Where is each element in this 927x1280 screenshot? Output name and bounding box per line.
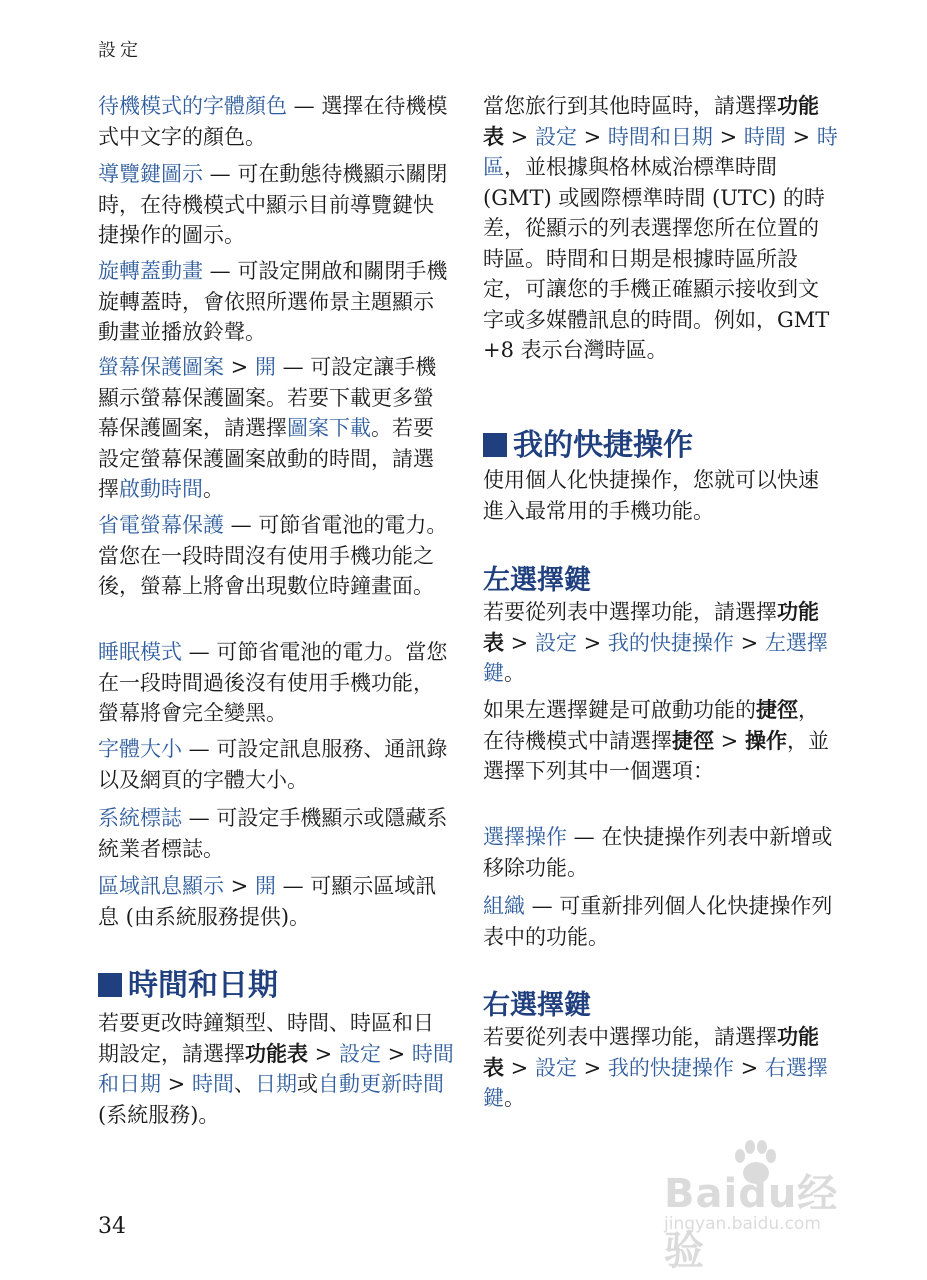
term-standby-font-color: 待機模式的字體顏色 <box>98 94 287 118</box>
heading-text: 我的快捷操作 <box>513 428 693 463</box>
term-settings: 設定 <box>338 1041 381 1066</box>
desc: — 可設定手機顯示或隱藏系統業者標誌。 <box>98 806 448 861</box>
term-left-soft-key: 左選擇鍵 <box>483 630 828 685</box>
term-menu: 功能表 <box>245 1040 308 1066</box>
term-time-and-date: 時間和日期 <box>607 124 713 149</box>
desc: ，在待機模式中請選擇 <box>483 698 819 753</box>
term-my-shortcuts: 我的快捷操作 <box>607 630 734 655</box>
term-font-size: 字體大小 <box>98 737 182 761</box>
paragraph-standby-font-color <box>98 91 454 152</box>
baidu-watermark <box>664 1140 874 1274</box>
page-number: 34 <box>98 1214 126 1239</box>
sep: > <box>712 124 744 149</box>
term-auto-update-time: 自動更新時間 <box>317 1072 444 1096</box>
term-my-shortcuts: 我的快捷操作 <box>607 1055 734 1080</box>
term-shortcut: 捷徑 <box>756 697 798 722</box>
watermark-logo: Baidu经验 <box>664 1171 839 1274</box>
desc: — 可顯示區域訊息 (由系統服務提供)。 <box>98 874 437 929</box>
sep: > <box>576 630 608 655</box>
paragraph-cell-broadcast <box>98 871 454 932</box>
desc: (系統服務)。 <box>98 1102 220 1127</box>
heading-my-shortcuts <box>483 420 693 464</box>
sep: > <box>785 124 817 149</box>
term-download-screensaver: 圖案下載 <box>287 416 371 440</box>
paragraph-select-operation <box>483 822 839 883</box>
desc: — 可節省電池的電力。當您在一段時間過後沒有使用手機功能，螢幕將會完全變黑。 <box>98 640 448 725</box>
desc: 如果左選擇鍵是可啟動功能的 <box>483 698 756 722</box>
term-menu: 功能表 <box>483 1024 819 1080</box>
term-operator-logo: 系統標誌 <box>98 806 182 830</box>
heading-square-icon <box>98 973 122 997</box>
term-operation: 操作 <box>744 727 787 753</box>
sep: > <box>576 124 608 149</box>
term-screensaver: 螢幕保護圖案 <box>98 355 224 379</box>
paragraph-flip-animation <box>98 256 454 348</box>
term-date: 日期 <box>254 1072 297 1096</box>
desc: 。 <box>504 661 525 685</box>
desc: 。若要設定螢幕保護圖案啟動的時間，請選擇 <box>98 416 434 501</box>
watermark-url: jingyan.baidu.com <box>664 1214 821 1234</box>
sep: > <box>504 630 535 655</box>
sep: > <box>733 1055 765 1080</box>
paragraph-nav-key-icon <box>98 159 454 251</box>
desc: 若要從列表中選擇功能，請選擇 <box>483 600 777 624</box>
sep: > <box>733 630 765 655</box>
term-flip-animation: 旋轉蓋動畫 <box>98 259 203 283</box>
desc: — 選擇在待機模式中文字的顏色。 <box>98 94 448 149</box>
desc: 若要從列表中選擇功能，請選擇 <box>483 1025 777 1049</box>
sep: > <box>161 1072 192 1096</box>
desc: — 可設定讓手機顯示螢幕保護圖案。若要下載更多螢幕保護圖案，請選擇 <box>98 355 437 440</box>
desc: 。 <box>504 1086 525 1110</box>
sep: > <box>380 1041 412 1066</box>
term-sleep-mode: 睡眠模式 <box>98 640 182 664</box>
paragraph-right-soft-key-path <box>483 1022 839 1114</box>
term-on: 開 <box>254 874 276 898</box>
desc: 若要更改時鐘類型、時間、時區和日期設定，請選擇 <box>98 1011 434 1066</box>
heading-text: 時間和日期 <box>128 968 278 1003</box>
term-activation-time: 啟動時間 <box>119 477 203 501</box>
term-organize: 組織 <box>483 894 525 918</box>
desc: 。 <box>203 477 224 501</box>
term-nav-key-icon: 導覽鍵圖示 <box>98 162 203 186</box>
desc: — 在快捷操作列表中新增或移除功能。 <box>483 825 833 880</box>
heading-left-soft-key: 左選擇鍵 <box>483 565 591 596</box>
sep: > <box>308 1041 339 1066</box>
paragraph-shortcut-options <box>483 695 839 787</box>
term-settings: 設定 <box>534 1055 577 1080</box>
desc: — 可在動態待機顯示關閉時，在待機模式中顯示目前導覽鍵快捷操作的圖示。 <box>98 162 448 247</box>
paragraph-font-size <box>98 734 454 795</box>
sep: > <box>224 874 255 898</box>
term-menu: 功能表 <box>483 93 819 149</box>
paragraph-organize <box>483 891 839 952</box>
sep: > <box>504 124 535 149</box>
heading-square-icon <box>483 433 507 457</box>
paragraph-time-zone <box>483 91 839 366</box>
term-power-saving-screensaver: 省電螢幕保護 <box>98 513 224 537</box>
heading-right-soft-key: 右選擇鍵 <box>483 990 591 1021</box>
sep: 、 <box>233 1072 255 1096</box>
section-header: 設定 <box>98 40 142 61</box>
desc: ，並選擇下列其中一個選項： <box>483 728 829 783</box>
desc: — 可設定開啟和關閉手機旋轉蓋時，會依照所選佈景主題顯示動畫並播放鈴聲。 <box>98 259 448 344</box>
sep: > <box>714 728 745 753</box>
term-cell-broadcast: 區域訊息顯示 <box>98 874 224 898</box>
sep: > <box>504 1055 535 1080</box>
term-time: 時間 <box>743 124 786 149</box>
paragraph-shortcuts-intro: 使用個人化快捷操作，您就可以快速進入最常用的手機功能。 <box>483 468 819 523</box>
paragraph-power-saving-screensaver <box>98 510 454 602</box>
desc: 或 <box>296 1072 318 1096</box>
desc: 當您旅行到其他時區時，請選擇 <box>483 94 777 118</box>
term-right-soft-key: 右選擇鍵 <box>483 1055 828 1110</box>
paragraph-left-soft-key-path <box>483 597 839 689</box>
desc: — 可設定訊息服務、通訊錄以及網頁的字體大小。 <box>98 737 448 792</box>
paragraph-sleep-mode <box>98 637 454 729</box>
term-select-operation: 選擇操作 <box>483 825 567 849</box>
paragraph-screensaver <box>98 352 454 505</box>
term-time-and-date: 時間和日期 <box>98 1041 454 1096</box>
term-menu: 功能表 <box>483 599 819 655</box>
paragraph-operator-logo <box>98 803 454 864</box>
term-settings: 設定 <box>534 630 577 655</box>
desc: — 可重新排列個人化快捷操作列表中的功能。 <box>483 894 833 949</box>
sep: > <box>576 1055 608 1080</box>
sep: > <box>224 355 255 379</box>
term-on: 開 <box>254 355 276 379</box>
term-shortcut: 捷徑 <box>672 727 714 753</box>
desc: — 可節省電池的電力。當您在一段時間沒有使用手機功能之後，螢幕上將會出現數位時鐘畫面。 <box>98 513 448 598</box>
term-time-zone: 時區 <box>483 124 838 179</box>
term-time: 時間 <box>191 1072 234 1096</box>
desc: ，並根據與格林威治標準時間 (GMT) 或國際標準時間 (UTC) 的時差，從顯示的列表選擇您所在位置的時區。時間和日期是根據時區所設定，可讓您的手機正確顯示接收到文字或多媒體訊息的時間。例如，GMT +8 表示台灣時區。 <box>483 155 830 362</box>
term-settings: 設定 <box>534 124 577 149</box>
paragraph-time-settings <box>98 1008 454 1130</box>
heading-time-and-date <box>98 960 278 1004</box>
